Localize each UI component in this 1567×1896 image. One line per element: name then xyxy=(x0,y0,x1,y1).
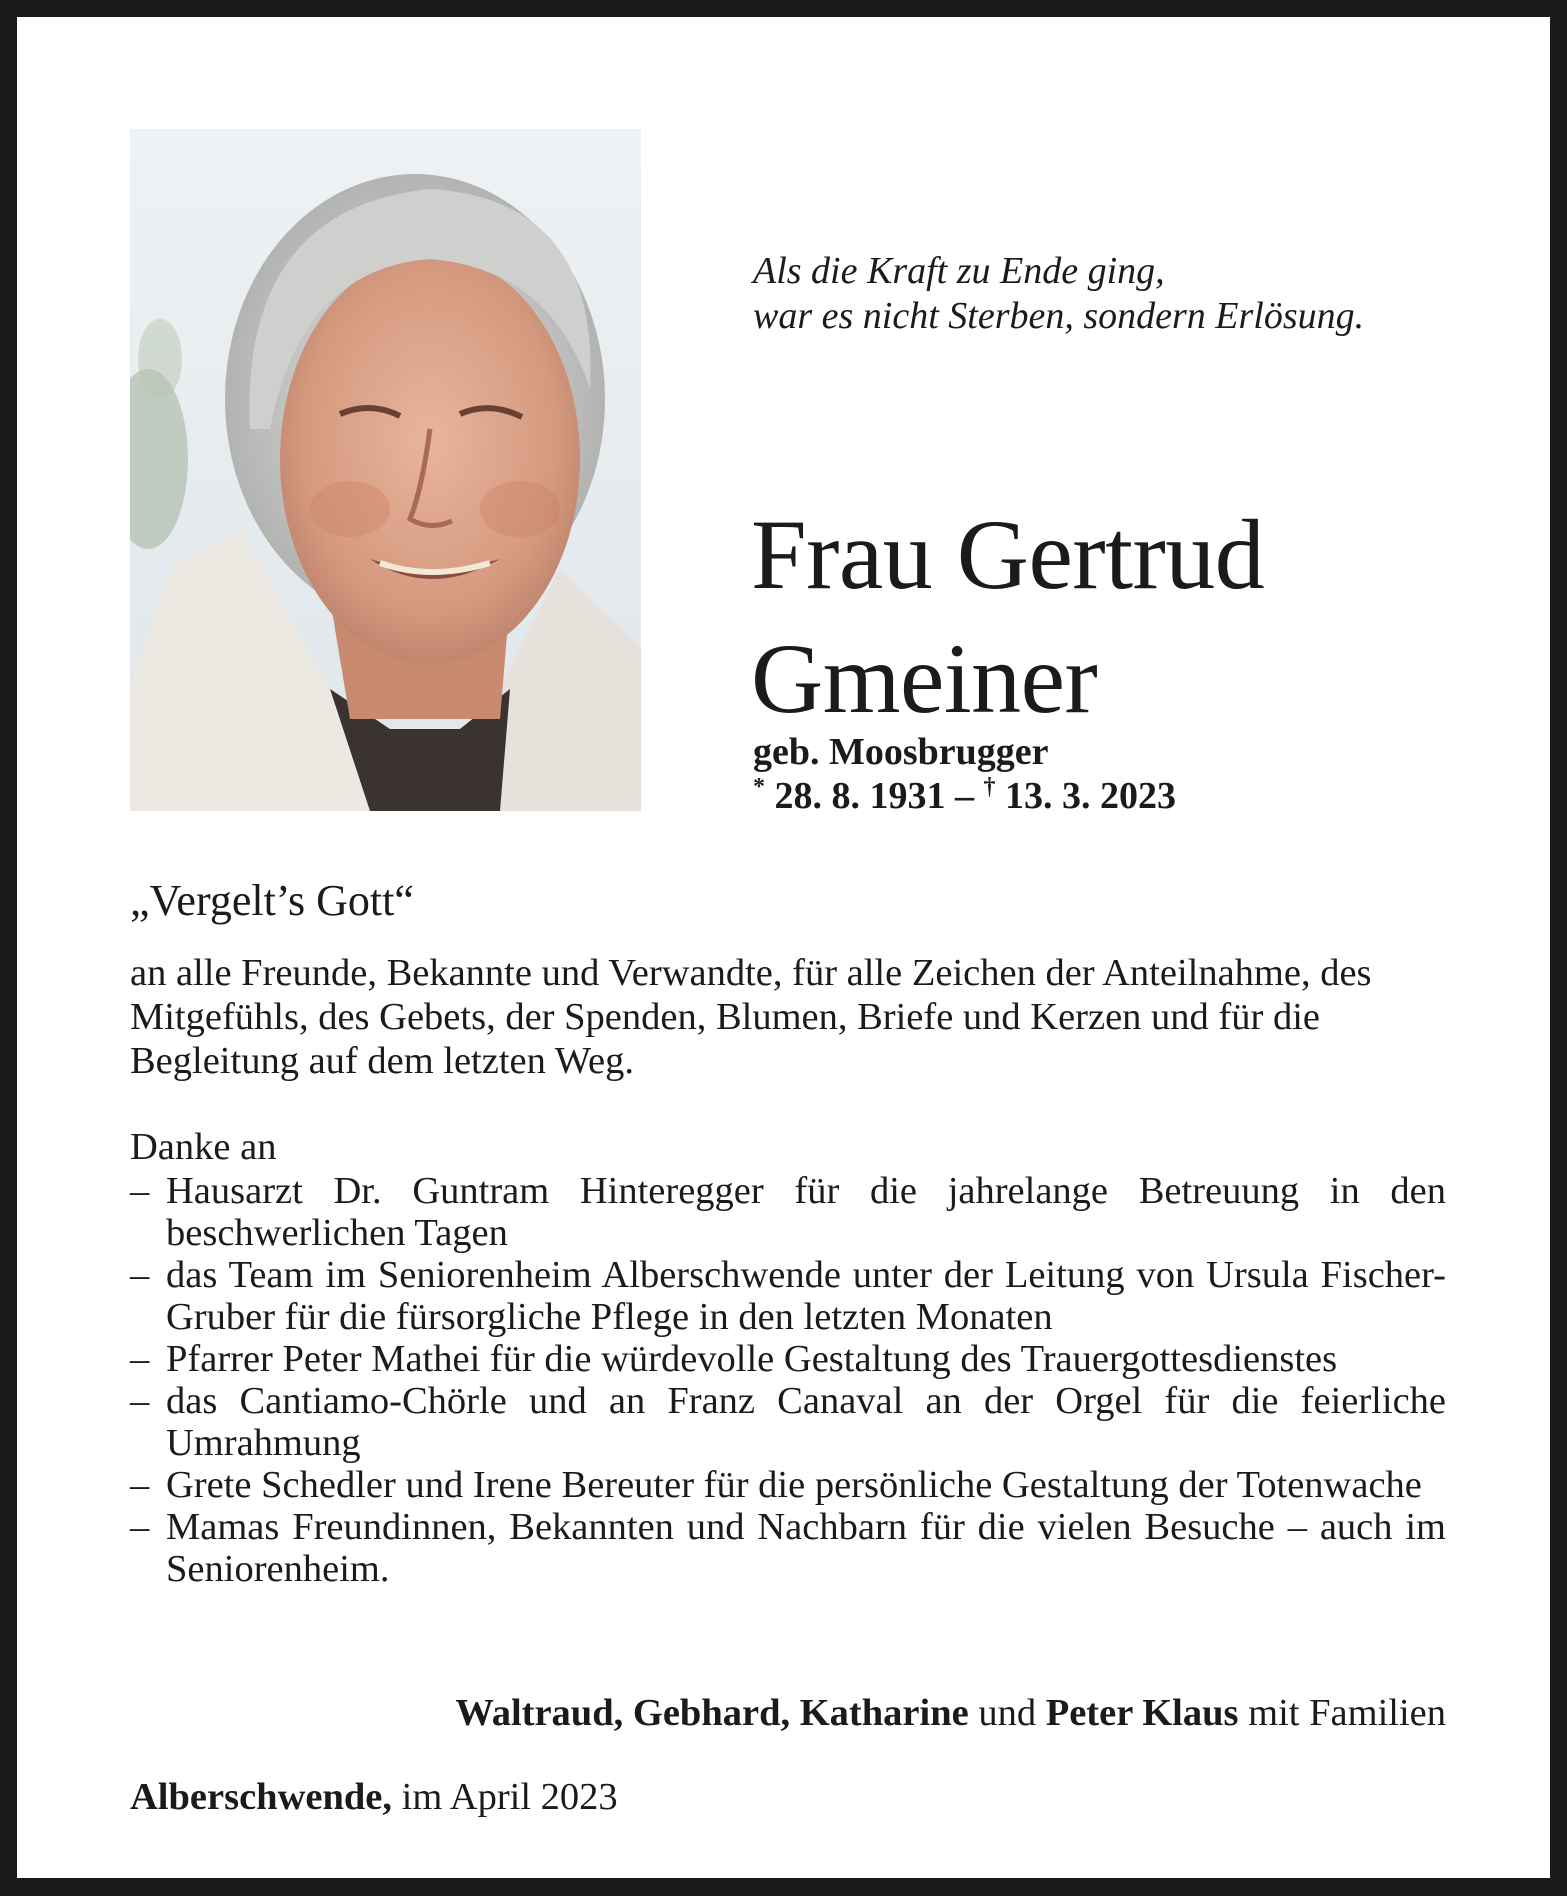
death-symbol: † xyxy=(983,774,996,800)
thanks-list xyxy=(130,1170,1446,1590)
death-date: 13. 3. 2023 xyxy=(1005,775,1176,817)
portrait-photo xyxy=(130,129,641,811)
list-item xyxy=(130,1464,1446,1506)
quote-line-1: Als die Kraft zu Ende ging, xyxy=(753,250,1165,292)
list-item xyxy=(130,1254,1446,1338)
list-item xyxy=(130,1338,1446,1380)
deceased-name xyxy=(751,493,1264,741)
list-item xyxy=(130,1380,1446,1464)
list-item xyxy=(130,1170,1446,1254)
list-item-text: das Team im Seniorenheim Alberschwende unter der Leitung von Ursula Fischer-Gruber für die fürsorgliche Pflege in den letzten Monaten xyxy=(166,1254,1446,1338)
quote-line-2: war es nicht Sterben, sondern Erlösung. xyxy=(753,295,1365,337)
thanks-intro: an alle Freunde, Bekannte und Verwandte, für alle Zeichen der Anteilnahme, des Mitgefühls, des Gebets, der Spenden, Blumen, Briefe und Kerzen und für die Begleitung auf dem letzten Weg. xyxy=(130,952,1372,1082)
name-line-1: Frau Gertrud xyxy=(751,499,1265,610)
maiden-name: geb. Moosbrugger xyxy=(753,731,1049,773)
list-dash: – xyxy=(130,1506,150,1548)
list-item xyxy=(130,1506,1446,1590)
list-dash: – xyxy=(130,1380,150,1422)
signers-last-name: Peter Klaus xyxy=(1045,1692,1239,1734)
place-name: Alberschwende, xyxy=(130,1776,392,1818)
place-date xyxy=(130,1775,618,1819)
list-dash: – xyxy=(130,1254,150,1296)
list-item-text: Mamas Freundinnen, Bekannten und Nachbarn für die vielen Besuche – auch im Seniorenheim. xyxy=(166,1506,1446,1590)
list-item-text: Pfarrer Peter Mathei für die würdevolle Gestaltung des Trauergottesdienstes xyxy=(166,1338,1338,1380)
life-dates xyxy=(753,774,1176,818)
danke-label: Danke an xyxy=(130,1126,277,1168)
name-line-2: Gmeiner xyxy=(751,623,1098,734)
signers-connector: und xyxy=(968,1692,1046,1734)
list-dash: – xyxy=(130,1338,150,1380)
list-dash: – xyxy=(130,1464,150,1506)
list-item-text: Hausarzt Dr. Guntram Hinteregger für die jahrelange Betreuung in den beschwerlichen Tagen xyxy=(166,1170,1446,1254)
epigraph-quote xyxy=(753,249,1364,339)
obituary-page xyxy=(17,17,1550,1878)
list-item-text: das Cantiamo-Chörle und an Franz Canaval an der Orgel für die feierliche Umrahmung xyxy=(166,1380,1446,1464)
list-dash: – xyxy=(130,1170,150,1212)
birth-date: 28. 8. 1931 xyxy=(774,775,946,817)
list-item-text: Grete Schedler und Irene Bereuter für die persönliche Gestaltung der Totenwache xyxy=(166,1464,1422,1506)
signers-names: Waltraud, Gebhard, Katharine xyxy=(455,1692,969,1734)
date-separator: – xyxy=(945,775,984,817)
date-text: im April 2023 xyxy=(392,1776,618,1818)
signers-suffix: mit Familien xyxy=(1238,1692,1446,1734)
thanks-title: „Vergelt’s Gott“ xyxy=(130,876,414,925)
signers xyxy=(455,1691,1446,1735)
birth-symbol: * xyxy=(753,774,765,800)
